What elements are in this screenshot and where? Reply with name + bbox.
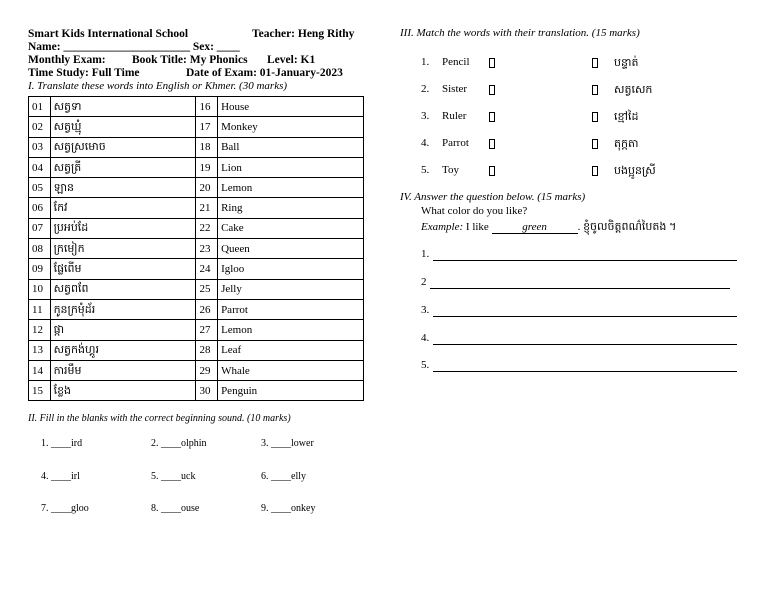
match-box-icon[interactable] — [592, 58, 598, 68]
match-number: 4. — [421, 137, 430, 149]
row-number: 08 — [29, 239, 51, 259]
vocab-row — [29, 360, 364, 380]
vocab-row — [29, 97, 364, 117]
match-number: 1. — [421, 56, 430, 68]
row-number: 06 — [29, 198, 51, 218]
answer-number: 5. — [421, 359, 430, 371]
vocab-row — [29, 259, 364, 279]
section-1-title: I. Translate these words into English or Khmer. (30 marks) — [28, 80, 288, 92]
match-word: Sister — [442, 83, 468, 95]
fill-item: 4. ____irl — [41, 471, 80, 482]
row-number: 15 — [29, 381, 51, 401]
exam-date: Date of Exam: 01-January-2023 — [186, 67, 343, 79]
row-number: 23 — [196, 239, 218, 259]
answer-number: 2 — [421, 276, 427, 288]
row-number: 03 — [29, 137, 51, 157]
match-number: 2. — [421, 83, 430, 95]
row-number: 05 — [29, 178, 51, 198]
school-name: Smart Kids International School — [28, 28, 189, 40]
vocab-row — [29, 381, 364, 401]
row-number: 12 — [29, 320, 51, 340]
row-number: 01 — [29, 97, 51, 117]
exam-label: Monthly Exam: — [28, 54, 106, 66]
section-2-title: II. Fill in the blanks with the correct beginning sound. (10 marks) — [28, 413, 291, 424]
english-word: Penguin — [218, 381, 364, 401]
row-number: 27 — [196, 320, 218, 340]
khmer-word: សត្វស្រមោច — [50, 137, 196, 157]
match-box-icon[interactable] — [592, 85, 598, 95]
row-number: 04 — [29, 157, 51, 177]
row-number: 16 — [196, 97, 218, 117]
khmer-word: ផ្កា — [50, 320, 196, 340]
example-pre: I like — [465, 221, 489, 233]
match-box-icon[interactable] — [592, 166, 598, 176]
khmer-word: ឡាន — [50, 178, 196, 198]
vocab-row — [29, 239, 364, 259]
match-khmer: សត្វសេក — [614, 84, 653, 96]
english-word: Ball — [218, 137, 364, 157]
match-number: 3. — [421, 110, 430, 122]
vocab-row — [29, 137, 364, 157]
vocab-row — [29, 218, 364, 238]
row-number: 21 — [196, 198, 218, 218]
row-number: 18 — [196, 137, 218, 157]
example-line — [421, 220, 676, 236]
vocab-row — [29, 320, 364, 340]
english-word: Queen — [218, 239, 364, 259]
row-number: 13 — [29, 340, 51, 360]
khmer-word: សត្វកង់ហ្គូរ — [50, 340, 196, 360]
match-word: Parrot — [442, 137, 469, 149]
example-label: Example: — [421, 221, 464, 233]
match-box-icon[interactable] — [592, 112, 598, 122]
row-number: 07 — [29, 218, 51, 238]
row-number: 28 — [196, 340, 218, 360]
level-label: Level: K1 — [267, 54, 316, 66]
khmer-word: កូនក្រមុំដ័រ — [50, 299, 196, 319]
answer-line[interactable] — [433, 344, 737, 345]
section-3-title: III. Match the words with their translation. (15 marks) — [400, 27, 640, 39]
section-4-title: IV. Answer the question below. (15 marks) — [400, 191, 586, 203]
match-word: Ruler — [442, 110, 467, 122]
answer-line[interactable] — [433, 316, 737, 317]
match-khmer: ខ្មៅដៃ — [614, 111, 639, 123]
match-box-icon[interactable] — [489, 166, 495, 176]
khmer-word: សត្វពពែ — [50, 279, 196, 299]
answer-line[interactable] — [433, 371, 737, 372]
match-number: 5. — [421, 164, 430, 176]
vocab-row — [29, 279, 364, 299]
english-word: Lemon — [218, 178, 364, 198]
english-word: Jelly — [218, 279, 364, 299]
english-word: Cake — [218, 218, 364, 238]
fill-item: 6. ____elly — [261, 471, 306, 482]
time-study: Time Study: Full Time — [28, 67, 140, 79]
fill-item: 7. ____gloo — [41, 503, 89, 514]
row-number: 30 — [196, 381, 218, 401]
khmer-word: សត្វឃ្មុំ — [50, 117, 196, 137]
answer-number: 3. — [421, 304, 430, 316]
row-number: 24 — [196, 259, 218, 279]
answer-line[interactable] — [433, 260, 737, 261]
english-word: House — [218, 97, 364, 117]
row-number: 20 — [196, 178, 218, 198]
match-box-icon[interactable] — [489, 139, 495, 149]
book-title: Book Title: My Phonics — [132, 54, 248, 66]
example-khmer: . ខ្ញុំចូលចិត្តពណ៌បៃតង ។ — [577, 221, 677, 233]
row-number: 02 — [29, 117, 51, 137]
fill-item: 9. ____onkey — [261, 503, 316, 514]
question-text: What color do you like? — [421, 205, 528, 217]
khmer-word: សត្វទា — [50, 97, 196, 117]
student-name-line: Name: ______________________ Sex: ____ — [28, 41, 240, 53]
match-khmer: តុក្កតា — [614, 138, 639, 150]
match-word: Pencil — [442, 56, 470, 68]
row-number: 26 — [196, 299, 218, 319]
khmer-word: ការមឹម — [50, 360, 196, 380]
english-word: Whale — [218, 360, 364, 380]
english-word: Ring — [218, 198, 364, 218]
english-word: Lemon — [218, 320, 364, 340]
match-box-icon[interactable] — [489, 58, 495, 68]
match-khmer: បងប្អូនស្រី — [614, 165, 656, 177]
example-answer: green — [492, 221, 578, 234]
row-number: 11 — [29, 299, 51, 319]
fill-item: 8. ____ouse — [151, 503, 200, 514]
vocab-row — [29, 157, 364, 177]
teacher-name: Teacher: Heng Rithy — [252, 28, 355, 40]
match-box-icon[interactable] — [489, 85, 495, 95]
khmer-word: ប្រអប់ដែ — [50, 218, 196, 238]
khmer-word: សត្វត្រី — [50, 157, 196, 177]
match-khmer: បន្ទាត់ — [614, 57, 639, 69]
answer-number: 4. — [421, 332, 430, 344]
english-word: Lion — [218, 157, 364, 177]
match-word: Toy — [442, 164, 459, 176]
english-word: Leaf — [218, 340, 364, 360]
vocab-row — [29, 198, 364, 218]
vocab-table — [28, 96, 364, 401]
match-box-icon[interactable] — [592, 139, 598, 149]
row-number: 29 — [196, 360, 218, 380]
fill-item: 2. ____olphin — [151, 438, 207, 449]
vocab-row — [29, 340, 364, 360]
vocab-row — [29, 178, 364, 198]
khmer-word: ក្រមៀក — [50, 239, 196, 259]
fill-item: 3. ____lower — [261, 438, 314, 449]
row-number: 14 — [29, 360, 51, 380]
fill-item: 5. ____uck — [151, 471, 196, 482]
fill-item: 1. ____ird — [41, 438, 83, 449]
row-number: 09 — [29, 259, 51, 279]
english-word: Monkey — [218, 117, 364, 137]
vocab-row — [29, 299, 364, 319]
khmer-word: កែវ — [50, 198, 196, 218]
match-box-icon[interactable] — [489, 112, 495, 122]
english-word: Igloo — [218, 259, 364, 279]
answer-number: 1. — [421, 248, 430, 260]
row-number: 17 — [196, 117, 218, 137]
khmer-word: ផ្លែពើម — [50, 259, 196, 279]
khmer-word: ខ្លែង — [50, 381, 196, 401]
row-number: 22 — [196, 218, 218, 238]
row-number: 25 — [196, 279, 218, 299]
vocab-row — [29, 117, 364, 137]
row-number: 10 — [29, 279, 51, 299]
english-word: Parrot — [218, 299, 364, 319]
answer-line[interactable] — [430, 288, 730, 289]
row-number: 19 — [196, 157, 218, 177]
